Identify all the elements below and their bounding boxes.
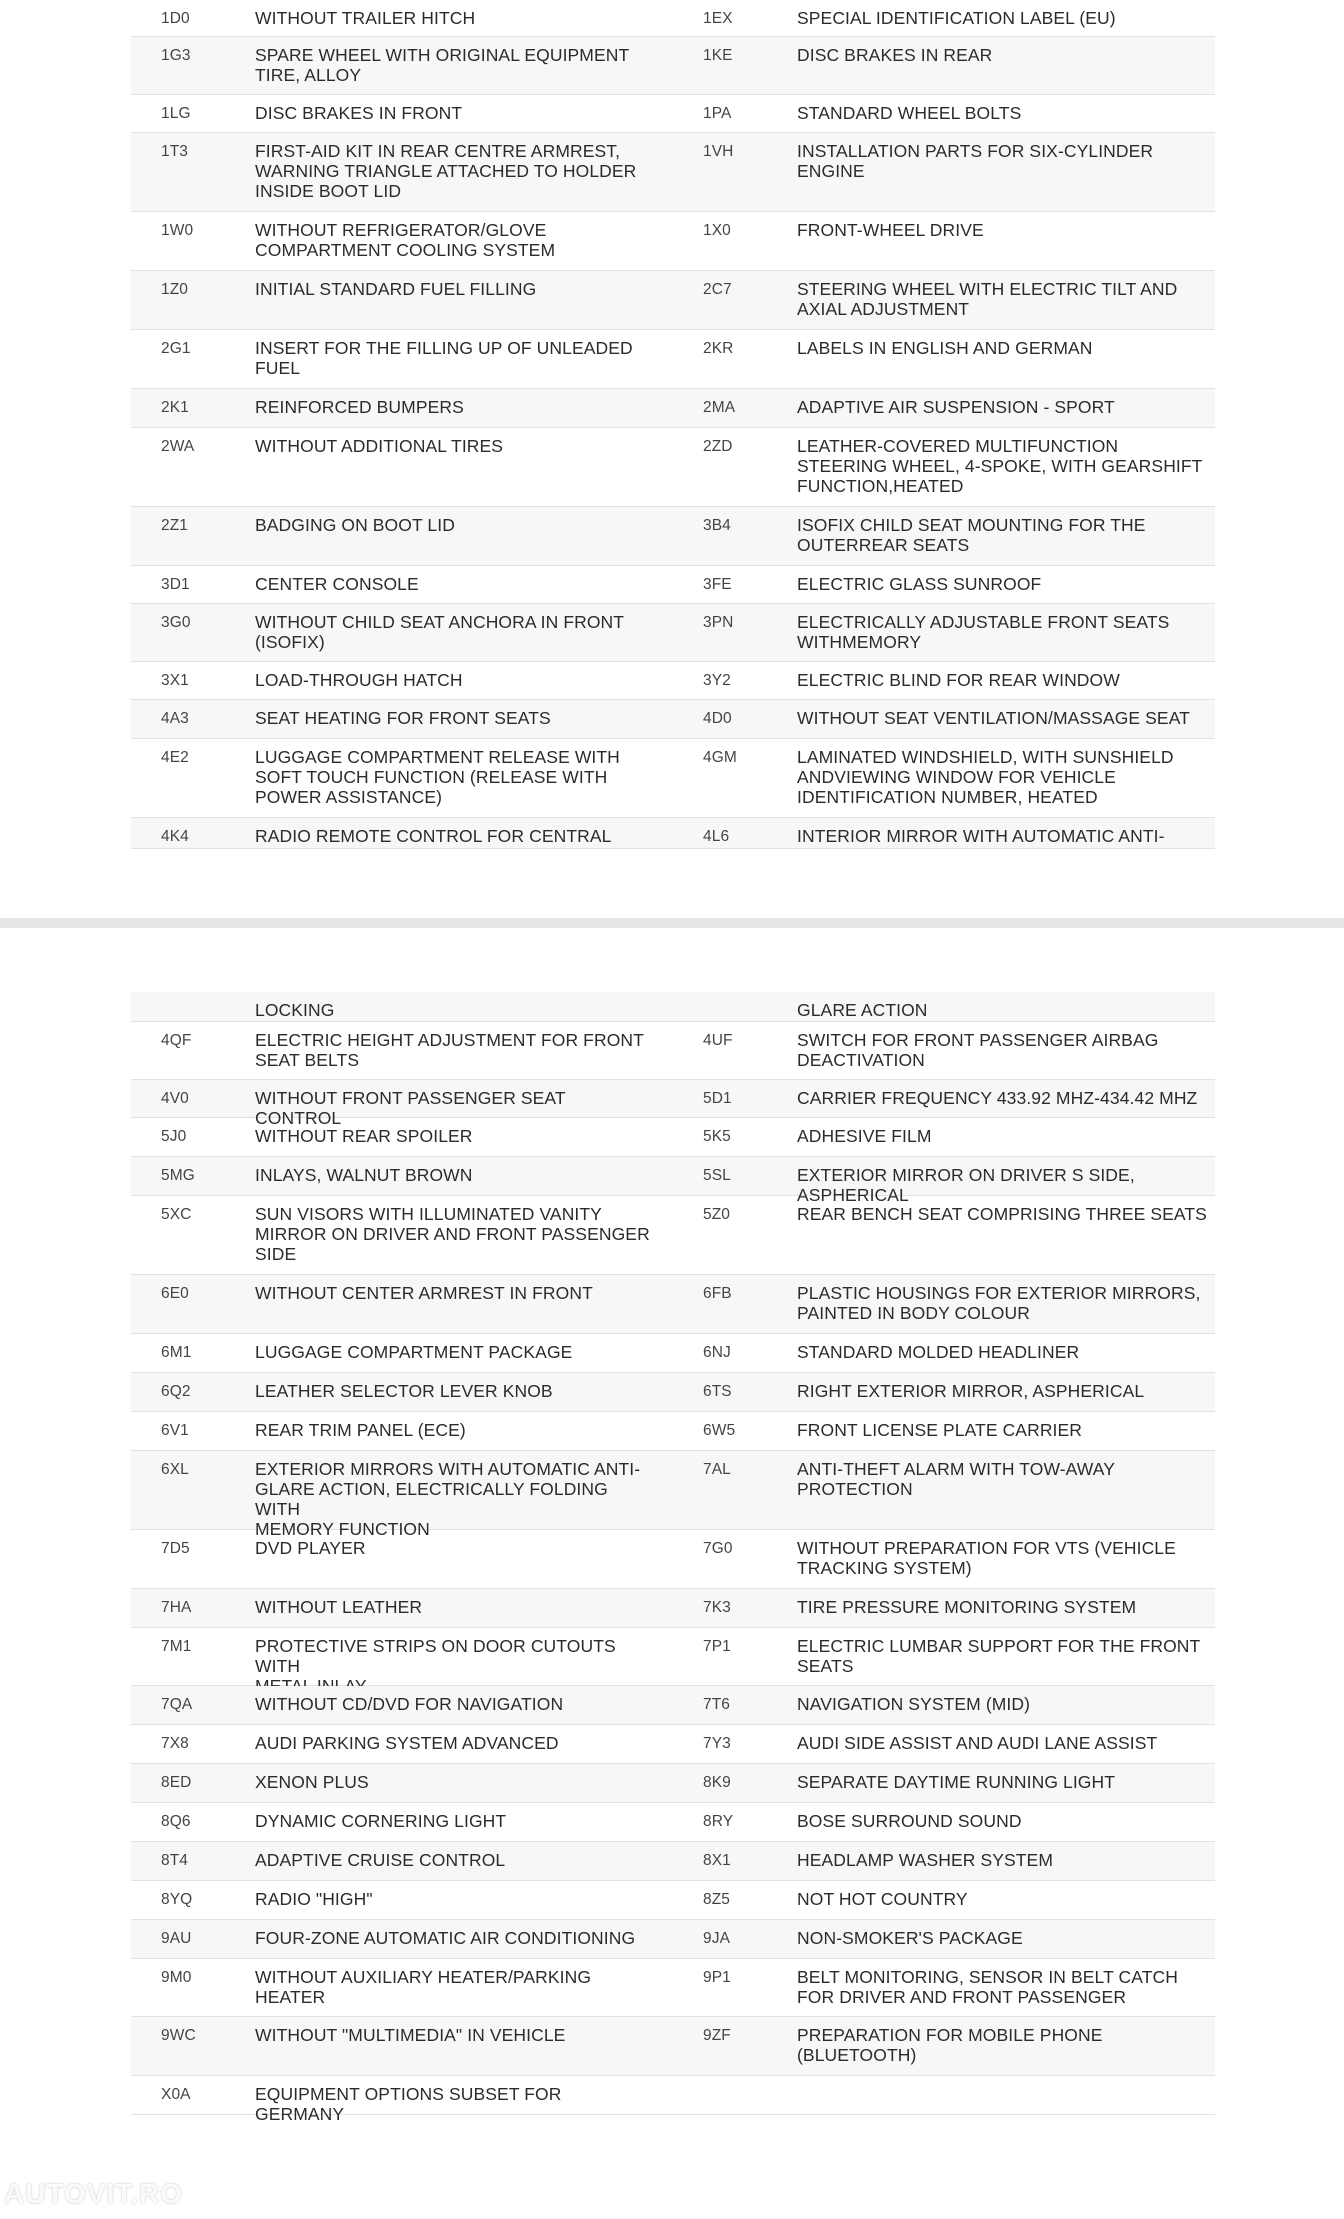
option-code: 2K1 bbox=[161, 399, 189, 416]
option-code: 1T3 bbox=[161, 143, 189, 160]
option-code: 5SL bbox=[703, 1167, 731, 1184]
option-description: EQUIPMENT OPTIONS SUBSET FOR GERMANY bbox=[255, 2084, 562, 2124]
option-description: ELECTRIC LUMBAR SUPPORT FOR THE FRONT SEATS bbox=[797, 1636, 1201, 1676]
option-description: HEADLAMP WASHER SYSTEM bbox=[797, 1850, 1054, 1870]
option-description: FOUR-ZONE AUTOMATIC AIR CONDITIONING bbox=[255, 1928, 636, 1948]
option-code: 1VH bbox=[703, 143, 734, 160]
option-description: INTERIOR MIRROR WITH AUTOMATIC ANTI- bbox=[797, 826, 1165, 846]
option-description: PLASTIC HOUSINGS FOR EXTERIOR MIRRORS, PAINTED IN BODY COLOUR bbox=[797, 1283, 1201, 1323]
table-row bbox=[131, 37, 1215, 95]
option-description: DISC BRAKES IN FRONT bbox=[255, 103, 463, 123]
table-row bbox=[131, 1412, 1215, 1451]
option-code: 7P1 bbox=[703, 1638, 731, 1655]
option-code: 7K3 bbox=[703, 1599, 731, 1616]
table-row bbox=[131, 2076, 1215, 2124]
option-description: REAR BENCH SEAT COMPRISING THREE SEATS bbox=[797, 1204, 1207, 1224]
option-description: LUGGAGE COMPARTMENT PACKAGE bbox=[255, 1342, 573, 1362]
option-description: RADIO REMOTE CONTROL FOR CENTRAL bbox=[255, 826, 612, 846]
option-code: 8RY bbox=[703, 1813, 734, 1830]
table-row bbox=[131, 1881, 1215, 1920]
option-code: 5XC bbox=[161, 1206, 192, 1223]
option-description: LUGGAGE COMPARTMENT RELEASE WITH SOFT TOUCH FUNCTION (RELEASE WITH POWER ASSISTANCE) bbox=[255, 747, 620, 807]
option-description: STANDARD MOLDED HEADLINER bbox=[797, 1342, 1080, 1362]
option-code: 8T4 bbox=[161, 1852, 189, 1869]
option-code: 3G0 bbox=[161, 614, 191, 631]
option-description: LAMINATED WINDSHIELD, WITH SUNSHIELD ANDVIEWING WINDOW FOR VEHICLE IDENTIFICATION NUMBER, HEATED bbox=[797, 747, 1174, 807]
option-description: INSTALLATION PARTS FOR SIX-CYLINDER ENGINE bbox=[797, 141, 1154, 181]
table-row bbox=[131, 700, 1215, 739]
option-description: NON-SMOKER'S PACKAGE bbox=[797, 1928, 1023, 1948]
table-row bbox=[131, 1842, 1215, 1881]
table-row bbox=[131, 1589, 1215, 1628]
table-row bbox=[131, 1686, 1215, 1725]
option-description: FRONT-WHEEL DRIVE bbox=[797, 220, 984, 240]
option-description: XENON PLUS bbox=[255, 1772, 369, 1792]
option-description: ELECTRIC GLASS SUNROOF bbox=[797, 574, 1042, 594]
equipment-codes-table-continued bbox=[131, 992, 1215, 2124]
option-code: 6V1 bbox=[161, 1422, 189, 1439]
option-description: REAR TRIM PANEL (ECE) bbox=[255, 1420, 466, 1440]
option-description: ELECTRICALLY ADJUSTABLE FRONT SEATS WITHMEMORY bbox=[797, 612, 1170, 652]
option-code: 9JA bbox=[703, 1930, 731, 1947]
option-code: 7D5 bbox=[161, 1540, 190, 1557]
option-code: 7G0 bbox=[703, 1540, 733, 1557]
option-description: LEATHER SELECTOR LEVER KNOB bbox=[255, 1381, 553, 1401]
option-description: LABELS IN ENGLISH AND GERMAN bbox=[797, 338, 1093, 358]
option-description: WITHOUT REAR SPOILER bbox=[255, 1126, 473, 1146]
option-code: 9ZF bbox=[703, 2027, 731, 2044]
table-row bbox=[131, 389, 1215, 428]
option-code: 4A3 bbox=[161, 710, 189, 727]
option-code: 7X8 bbox=[161, 1735, 189, 1752]
option-code: 5Z0 bbox=[703, 1206, 731, 1223]
table-row bbox=[131, 1275, 1215, 1334]
option-description: BOSE SURROUND SOUND bbox=[797, 1811, 1022, 1831]
option-description: RIGHT EXTERIOR MIRROR, ASPHERICAL bbox=[797, 1381, 1145, 1401]
option-code: 3X1 bbox=[161, 672, 189, 689]
option-description: EXTERIOR MIRRORS WITH AUTOMATIC ANTI- GLARE ACTION, ELECTRICALLY FOLDING WITH MEMORY FUNCTION bbox=[255, 1459, 641, 1539]
option-code: 6FB bbox=[703, 1285, 732, 1302]
equipment-table-bottom-panel bbox=[0, 928, 1344, 2219]
option-code: 8Q6 bbox=[161, 1813, 191, 1830]
table-row bbox=[131, 1022, 1215, 1080]
table-row bbox=[131, 1959, 1215, 2017]
table-row bbox=[131, 133, 1215, 212]
table-row bbox=[131, 2017, 1215, 2076]
option-code: 3PN bbox=[703, 614, 734, 631]
option-description: WITHOUT AUXILIARY HEATER/PARKING HEATER bbox=[255, 1967, 592, 2007]
table-row bbox=[131, 1920, 1215, 1959]
table-row bbox=[131, 0, 1215, 37]
option-code: 9AU bbox=[161, 1930, 192, 1947]
table-row bbox=[131, 739, 1215, 818]
option-description: FRONT LICENSE PLATE CARRIER bbox=[797, 1420, 1083, 1440]
option-code: 3B4 bbox=[703, 517, 731, 534]
table-row bbox=[131, 1725, 1215, 1764]
option-code: 1X0 bbox=[703, 222, 731, 239]
option-description: PROTECTIVE STRIPS ON DOOR CUTOUTS WITH bbox=[255, 1636, 616, 1676]
table-row bbox=[131, 95, 1215, 133]
option-description: CENTER CONSOLE bbox=[255, 574, 419, 594]
option-code: 8ED bbox=[161, 1774, 192, 1791]
site-watermark: AUTOVIT.RO bbox=[4, 2178, 184, 2209]
option-description: STEERING WHEEL WITH ELECTRIC TILT AND AXIAL ADJUSTMENT bbox=[797, 279, 1178, 319]
option-code: 4GM bbox=[703, 749, 737, 766]
option-code: 7Y3 bbox=[703, 1735, 731, 1752]
option-code: 7AL bbox=[703, 1461, 731, 1478]
option-description: SWITCH FOR FRONT PASSENGER AIRBAG DEACTIVATION bbox=[797, 1030, 1159, 1070]
option-description: BADGING ON BOOT LID bbox=[255, 515, 455, 535]
option-code: X0A bbox=[161, 2086, 191, 2103]
option-code: 9P1 bbox=[703, 1969, 731, 1986]
option-description: SUN VISORS WITH ILLUMINATED VANITY MIRROR ON DRIVER AND FRONT PASSENGER SIDE bbox=[255, 1204, 650, 1264]
option-description: DISC BRAKES IN REAR bbox=[797, 45, 993, 65]
table-row bbox=[131, 1764, 1215, 1803]
option-description: ELECTRIC HEIGHT ADJUSTMENT FOR FRONT SEAT BELTS bbox=[255, 1030, 644, 1070]
option-code: 6M1 bbox=[161, 1344, 192, 1361]
option-code: 1Z0 bbox=[161, 281, 189, 298]
option-description: INSERT FOR THE FILLING UP OF UNLEADED FUEL bbox=[255, 338, 633, 378]
table-row bbox=[131, 271, 1215, 330]
option-code: 8YQ bbox=[161, 1891, 193, 1908]
option-description: INITIAL STANDARD FUEL FILLING bbox=[255, 279, 537, 299]
option-code: 8X1 bbox=[703, 1852, 731, 1869]
option-code: 7HA bbox=[161, 1599, 192, 1616]
option-description: SEPARATE DAYTIME RUNNING LIGHT bbox=[797, 1772, 1116, 1792]
option-description: ELECTRIC BLIND FOR REAR WINDOW bbox=[797, 670, 1120, 690]
option-description: INLAYS, WALNUT BROWN bbox=[255, 1165, 473, 1185]
option-description: WITHOUT CENTER ARMREST IN FRONT bbox=[255, 1283, 593, 1303]
option-code: 1KE bbox=[703, 47, 733, 64]
option-description: WITHOUT CHILD SEAT ANCHORA IN FRONT (ISOFIX) bbox=[255, 612, 625, 652]
option-code: 1EX bbox=[703, 10, 733, 27]
option-description: WITHOUT SEAT VENTILATION/MASSAGE SEAT bbox=[797, 708, 1190, 728]
option-code: 8K9 bbox=[703, 1774, 731, 1791]
option-description: ISOFIX CHILD SEAT MOUNTING FOR THE OUTERREAR SEATS bbox=[797, 515, 1146, 555]
option-description: ANTI-THEFT ALARM WITH TOW-AWAY PROTECTION bbox=[797, 1459, 1116, 1499]
option-code: 1LG bbox=[161, 105, 191, 122]
equipment-codes-table bbox=[131, 0, 1215, 849]
option-code: 2G1 bbox=[161, 340, 191, 357]
option-code: 1PA bbox=[703, 105, 732, 122]
table-row bbox=[131, 428, 1215, 507]
table-row bbox=[131, 1530, 1215, 1589]
option-description: ADHESIVE FILM bbox=[797, 1126, 932, 1146]
table-row bbox=[131, 1118, 1215, 1157]
option-code: 7T6 bbox=[703, 1696, 731, 1713]
option-description: SPARE WHEEL WITH ORIGINAL EQUIPMENT TIRE, ALLOY bbox=[255, 45, 630, 85]
option-code: 7QA bbox=[161, 1696, 193, 1713]
equipment-table-top-panel bbox=[0, 0, 1344, 853]
option-code: 2WA bbox=[161, 438, 195, 455]
table-row bbox=[131, 1373, 1215, 1412]
option-description: SEAT HEATING FOR FRONT SEATS bbox=[255, 708, 551, 728]
option-description: CARRIER FREQUENCY 433.92 MHZ-434.42 MHZ bbox=[797, 1088, 1198, 1108]
table-row bbox=[131, 1451, 1215, 1539]
page-separator bbox=[0, 918, 1344, 928]
table-row bbox=[131, 662, 1215, 700]
option-code: 3D1 bbox=[161, 576, 190, 593]
option-description: FIRST-AID KIT IN REAR CENTRE ARMREST, WARNING TRIANGLE ATTACHED TO HOLDER INSIDE BOOT LID bbox=[255, 141, 637, 201]
table-row bbox=[131, 992, 1215, 1022]
option-code: 9M0 bbox=[161, 1969, 192, 1986]
option-code: 6NJ bbox=[703, 1344, 731, 1361]
option-description: SPECIAL IDENTIFICATION LABEL (EU) bbox=[797, 8, 1116, 28]
table-row bbox=[131, 818, 1215, 849]
option-description: ADAPTIVE AIR SUSPENSION - SPORT bbox=[797, 397, 1115, 417]
option-description: TIRE PRESSURE MONITORING SYSTEM bbox=[797, 1597, 1137, 1617]
option-description: WITHOUT "MULTIMEDIA" IN VEHICLE bbox=[255, 2025, 566, 2045]
option-code: 2ZD bbox=[703, 438, 733, 455]
option-code: 6TS bbox=[703, 1383, 732, 1400]
table-row bbox=[131, 330, 1215, 389]
option-code: 4K4 bbox=[161, 828, 189, 845]
option-description: PREPARATION FOR MOBILE PHONE (BLUETOOTH) bbox=[797, 2025, 1103, 2065]
option-code: 2C7 bbox=[703, 281, 732, 298]
option-description: WITHOUT ADDITIONAL TIRES bbox=[255, 436, 504, 456]
option-code: 8Z5 bbox=[703, 1891, 731, 1908]
option-code: 1G3 bbox=[161, 47, 191, 64]
option-code: 4L6 bbox=[703, 828, 730, 845]
option-description: AUDI PARKING SYSTEM ADVANCED bbox=[255, 1733, 559, 1753]
option-code: 7M1 bbox=[161, 1638, 192, 1655]
option-description: DVD PLAYER bbox=[255, 1538, 366, 1558]
option-code: 5J0 bbox=[161, 1128, 187, 1145]
option-code: 3Y2 bbox=[703, 672, 731, 689]
table-row bbox=[131, 212, 1215, 271]
option-code: 6W5 bbox=[703, 1422, 736, 1439]
option-code: 6XL bbox=[161, 1461, 189, 1478]
option-code: 9WC bbox=[161, 2027, 196, 2044]
option-code: 6Q2 bbox=[161, 1383, 191, 1400]
option-code: 2KR bbox=[703, 340, 734, 357]
option-description: WITHOUT LEATHER bbox=[255, 1597, 423, 1617]
table-row bbox=[131, 604, 1215, 662]
option-description: RADIO "HIGH" bbox=[255, 1889, 373, 1909]
option-code: 5K5 bbox=[703, 1128, 731, 1145]
option-code: 6E0 bbox=[161, 1285, 189, 1302]
option-code: 4UF bbox=[703, 1032, 733, 1049]
option-description: EXTERIOR MIRROR ON DRIVER S SIDE, ASPHERICAL bbox=[797, 1165, 1135, 1205]
table-row bbox=[131, 1080, 1215, 1128]
option-description: LEATHER-COVERED MULTIFUNCTION STEERING WHEEL, 4-SPOKE, WITH GEARSHIFT FUNCTION,HEATED bbox=[797, 436, 1203, 496]
option-code: 2Z1 bbox=[161, 517, 189, 534]
option-code: 1W0 bbox=[161, 222, 194, 239]
option-code: 2MA bbox=[703, 399, 736, 416]
option-description: AUDI SIDE ASSIST AND AUDI LANE ASSIST bbox=[797, 1733, 1158, 1753]
table-row bbox=[131, 507, 1215, 566]
option-code: 3FE bbox=[703, 576, 732, 593]
option-code: 5D1 bbox=[703, 1090, 732, 1107]
option-description: NOT HOT COUNTRY bbox=[797, 1889, 968, 1909]
option-description: WITHOUT TRAILER HITCH bbox=[255, 8, 476, 28]
table-row bbox=[131, 566, 1215, 604]
option-description: NAVIGATION SYSTEM (MID) bbox=[797, 1694, 1031, 1714]
option-description: ADAPTIVE CRUISE CONTROL bbox=[255, 1850, 506, 1870]
option-description: GLARE ACTION bbox=[797, 1000, 928, 1020]
option-description: LOAD-THROUGH HATCH bbox=[255, 670, 463, 690]
option-description: LOCKING bbox=[255, 1000, 335, 1020]
table-row bbox=[131, 1196, 1215, 1275]
option-code: 4V0 bbox=[161, 1090, 189, 1107]
table-row bbox=[131, 1334, 1215, 1373]
option-code: 4D0 bbox=[703, 710, 732, 727]
option-description: DYNAMIC CORNERING LIGHT bbox=[255, 1811, 507, 1831]
option-description: REINFORCED BUMPERS bbox=[255, 397, 464, 417]
option-code: 5MG bbox=[161, 1167, 195, 1184]
option-description: BELT MONITORING, SENSOR IN BELT CATCH FOR DRIVER AND FRONT PASSENGER bbox=[797, 1967, 1178, 2007]
table-row bbox=[131, 1803, 1215, 1842]
table-row bbox=[131, 1157, 1215, 1205]
option-description: WITHOUT PREPARATION FOR VTS (VEHICLE TRACKING SYSTEM) bbox=[797, 1538, 1176, 1578]
option-description: WITHOUT FRONT PASSENGER SEAT CONTROL bbox=[255, 1088, 566, 1128]
option-code: 4E2 bbox=[161, 749, 189, 766]
option-description: WITHOUT REFRIGERATOR/GLOVE COMPARTMENT COOLING SYSTEM bbox=[255, 220, 556, 260]
option-code: 1D0 bbox=[161, 10, 190, 27]
option-description: WITHOUT CD/DVD FOR NAVIGATION bbox=[255, 1694, 564, 1714]
table-row bbox=[131, 1628, 1215, 1686]
option-code: 4QF bbox=[161, 1032, 192, 1049]
option-description: STANDARD WHEEL BOLTS bbox=[797, 103, 1022, 123]
